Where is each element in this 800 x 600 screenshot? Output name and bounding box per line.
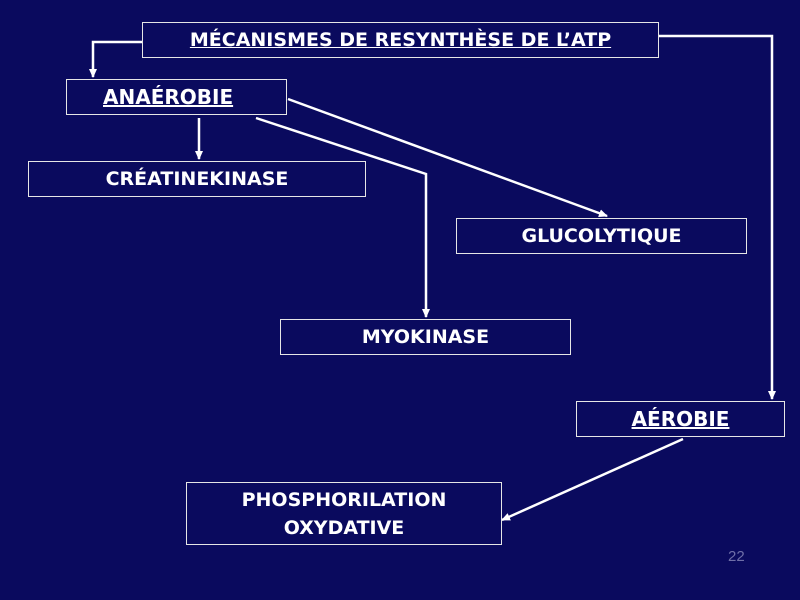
edge-anaerobie-to-myokinase: [256, 118, 426, 317]
node-phosphorilation-oxydative: [186, 482, 502, 545]
node-aerobie: [576, 401, 785, 437]
node-myokinase-label: MYOKINASE: [361, 326, 490, 348]
node-myokinase: [280, 319, 571, 355]
edge-anaerobie-to-glucolytique: [288, 99, 607, 216]
node-glucolytique-label: GLUCOLYTIQUE: [521, 225, 682, 247]
node-aerobie-label: AÉROBIE: [631, 407, 730, 431]
node-anaerobie-label: ANAÉROBIE: [103, 85, 234, 109]
node-creatinekinase: [28, 161, 366, 197]
node-glucolytique: [456, 218, 747, 254]
node-phosphorilation-line2: OXYDATIVE: [283, 516, 405, 539]
node-phosphorilation-line1: PHOSPHORILATION: [241, 488, 447, 511]
diagram-title: MÉCANISMES DE RESYNTHÈSE DE L’ATP: [189, 29, 612, 51]
title-box: [142, 22, 659, 58]
node-anaerobie: [66, 79, 287, 115]
page-number: 22: [728, 548, 745, 565]
edge-aerobie-to-phosphorilation: [502, 439, 683, 520]
node-creatinekinase-label: CRÉATINEKINASE: [105, 168, 289, 190]
edge-title-to-anaerobie: [93, 42, 142, 77]
